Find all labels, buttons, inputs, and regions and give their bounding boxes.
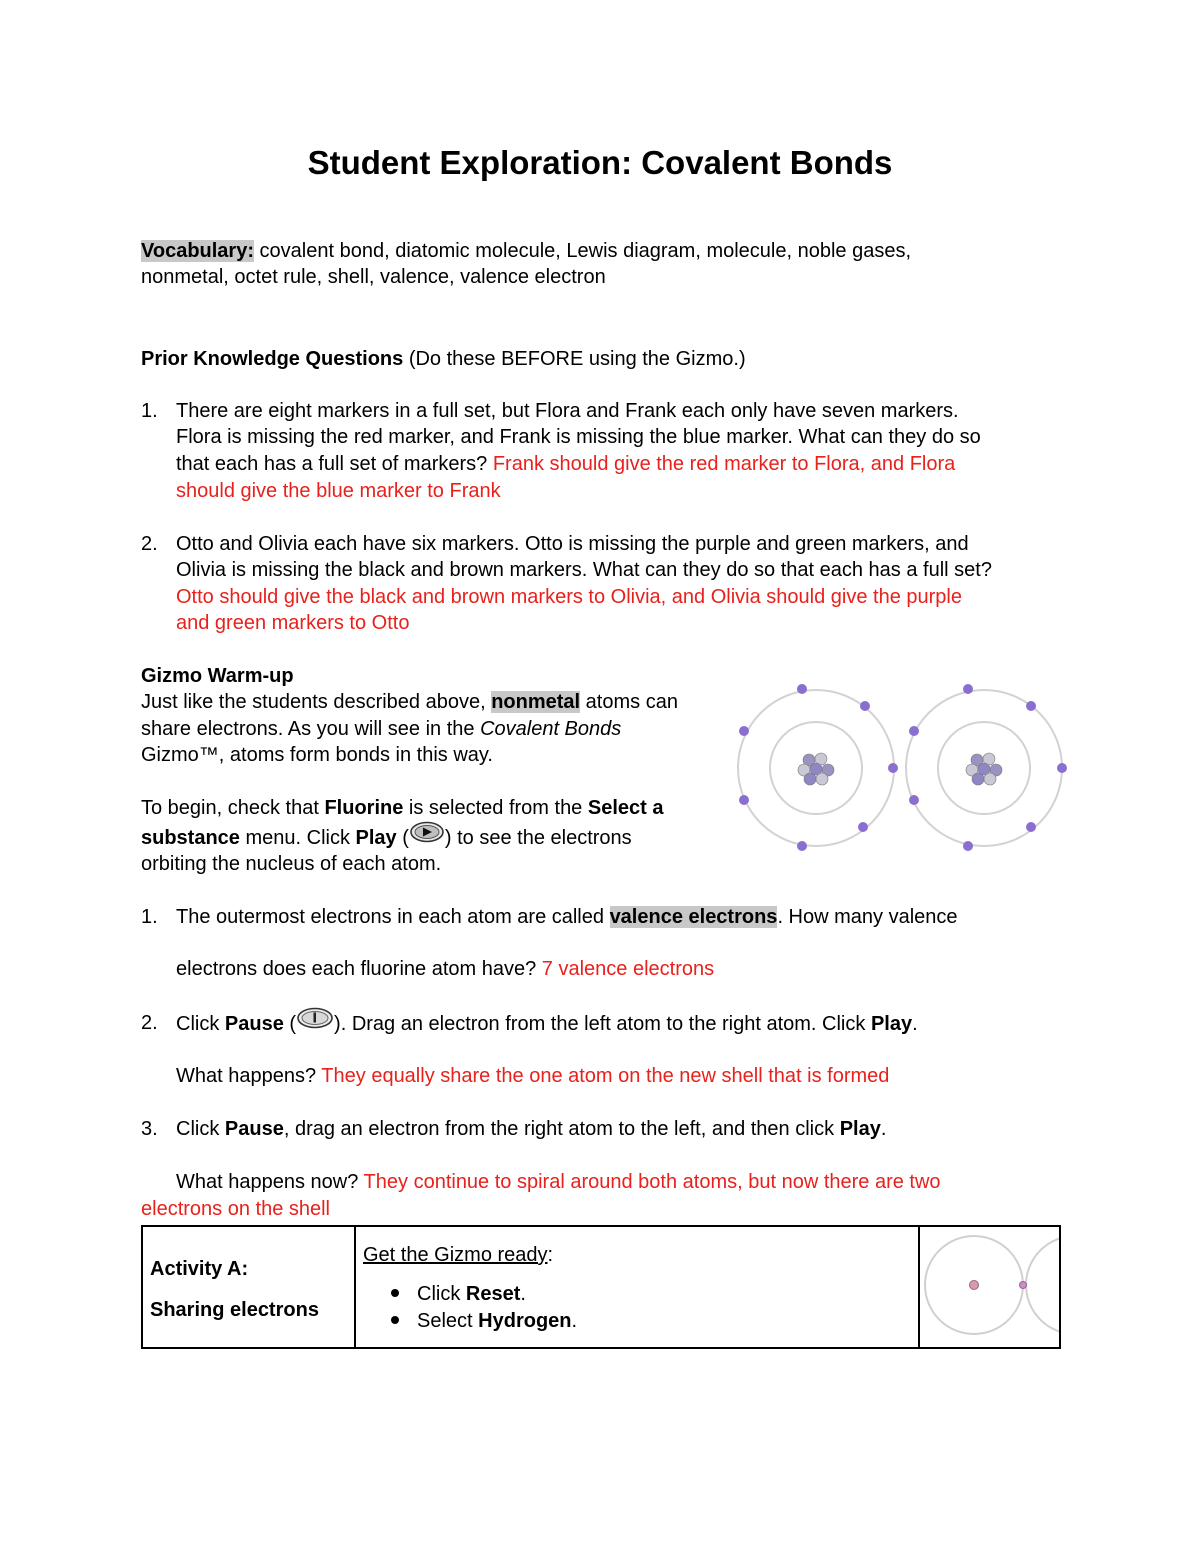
activity-instructions-cell (356, 1227, 920, 1347)
warmup-heading: Gizmo Warm-up (141, 665, 294, 687)
bullet-icon (391, 1316, 399, 1324)
warmup-p2-line-3: orbiting the nucleus of each atom. (141, 853, 442, 875)
pk-q1-line-1: There are eight markers in a full set, but Flora and Frank each only have seven markers. (176, 400, 959, 422)
pk-q2-answer-line-2: and green markers to Otto (176, 612, 410, 634)
pk-q1-answer: Frank should give the red marker to Flora, and Flora (492, 453, 956, 475)
warmup-q3-answer-line-2: electrons on the shell (141, 1198, 331, 1220)
warmup-p2-line-2: substance menu. Click Play ( ) to see the electrons (141, 824, 632, 854)
warmup-q3-line-2: What happens now? They continue to spiral around both atoms, but now there are two (176, 1171, 941, 1193)
left-nucleus (798, 753, 834, 785)
right-nucleus (966, 753, 1002, 785)
activity-table (141, 1225, 1061, 1349)
pk-q2-line-2: Olivia is missing the black and brown markers. What can they do so that each has a full set? (176, 559, 992, 581)
pk-q1-number: 1. (141, 400, 158, 422)
bullet-icon (391, 1289, 399, 1297)
play-button-icon (409, 821, 445, 851)
right-atom (906, 684, 1067, 851)
prior-knowledge-heading: Prior Knowledge Questions (Do these BEFORE using the Gizmo.) (141, 348, 746, 370)
vocabulary-line-2: nonmetal, octet rule, shell, valence, valence electron (141, 266, 606, 288)
pk-q1-line-2: Flora is missing the red marker, and Frank is missing the blue marker. What can they do so (176, 426, 981, 448)
warmup-q3-answer: They continue to spiral around both atoms, but now there are two (363, 1171, 941, 1193)
activity-subtitle: Sharing electrons (150, 1299, 319, 1321)
warmup-q1-line-2: electrons does each fluorine atom have? 7 valence electrons (176, 958, 715, 980)
gizmo-ready-label: Get the Gizmo ready: (363, 1244, 554, 1266)
warmup-q2-line-2: What happens? They equally share the one atom on the new shell that is formed (176, 1065, 890, 1087)
pk-q2-number: 2. (141, 533, 158, 555)
warmup-q2-number: 2. (141, 1012, 158, 1034)
nonmetal-highlight: nonmetal (491, 691, 581, 713)
warmup-q2-line-1: Click Pause ( ). Drag an electron from the left atom to the right atom. Click Play. (176, 1010, 918, 1040)
pause-button-icon (296, 1007, 334, 1037)
fluorine-atoms-diagram (730, 676, 1075, 866)
pk-q2-line-1: Otto and Olivia each have six markers. Otto is missing the purple and green markers, and (176, 533, 969, 555)
vocabulary-line-1: Vocabulary: covalent bond, diatomic molecule, Lewis diagram, molecule, noble gases, (141, 240, 912, 262)
vocabulary-label: Vocabulary: (141, 240, 254, 262)
left-atom (738, 684, 898, 851)
fluorine-atoms-svg (730, 676, 1075, 861)
pk-q2-answer-line-1: Otto should give the black and brown markers to Olivia, and Olivia should give the purple (176, 586, 962, 608)
valence-electrons-highlight: valence electrons (609, 906, 778, 928)
warmup-p1-line-3: Gizmo™, atoms form bonds in this way. (141, 744, 493, 766)
warmup-p1-line-2: share electrons. As you will see in the Covalent Bonds (141, 718, 622, 740)
hydrogen-atoms-diagram (920, 1227, 1059, 1347)
warmup-q3-number: 3. (141, 1118, 158, 1140)
page-title: Student Exploration: Covalent Bonds (307, 144, 893, 181)
step-reset: Click Reset. (391, 1281, 526, 1308)
warmup-p1-line-1: Just like the students described above, nonmetal atoms can (141, 691, 678, 713)
warmup-q1-number: 1. (141, 906, 158, 928)
activity-title: Activity A: (150, 1258, 249, 1280)
warmup-q1-line-1: The outermost electrons in each atom are called valence electrons. How many valence (176, 906, 958, 928)
pk-q1-line-3: that each has a full set of markers? Frank should give the red marker to Flora, and Flora (176, 453, 956, 475)
pk-q1-answer-line-2: should give the blue marker to Frank (176, 480, 501, 502)
activity-image-cell (920, 1227, 1059, 1347)
warmup-p2-line-1: To begin, check that Fluorine is selected from the Select a (141, 797, 664, 819)
warmup-q1-answer: 7 valence electrons (541, 958, 715, 980)
activity-title-cell (143, 1227, 356, 1347)
warmup-q3-line-1: Click Pause, drag an electron from the right atom to the left, and then click Play. (176, 1118, 887, 1140)
step-select-hydrogen: Select Hydrogen. (391, 1308, 577, 1335)
warmup-q2-answer: They equally share the one atom on the new shell that is formed (321, 1065, 890, 1087)
